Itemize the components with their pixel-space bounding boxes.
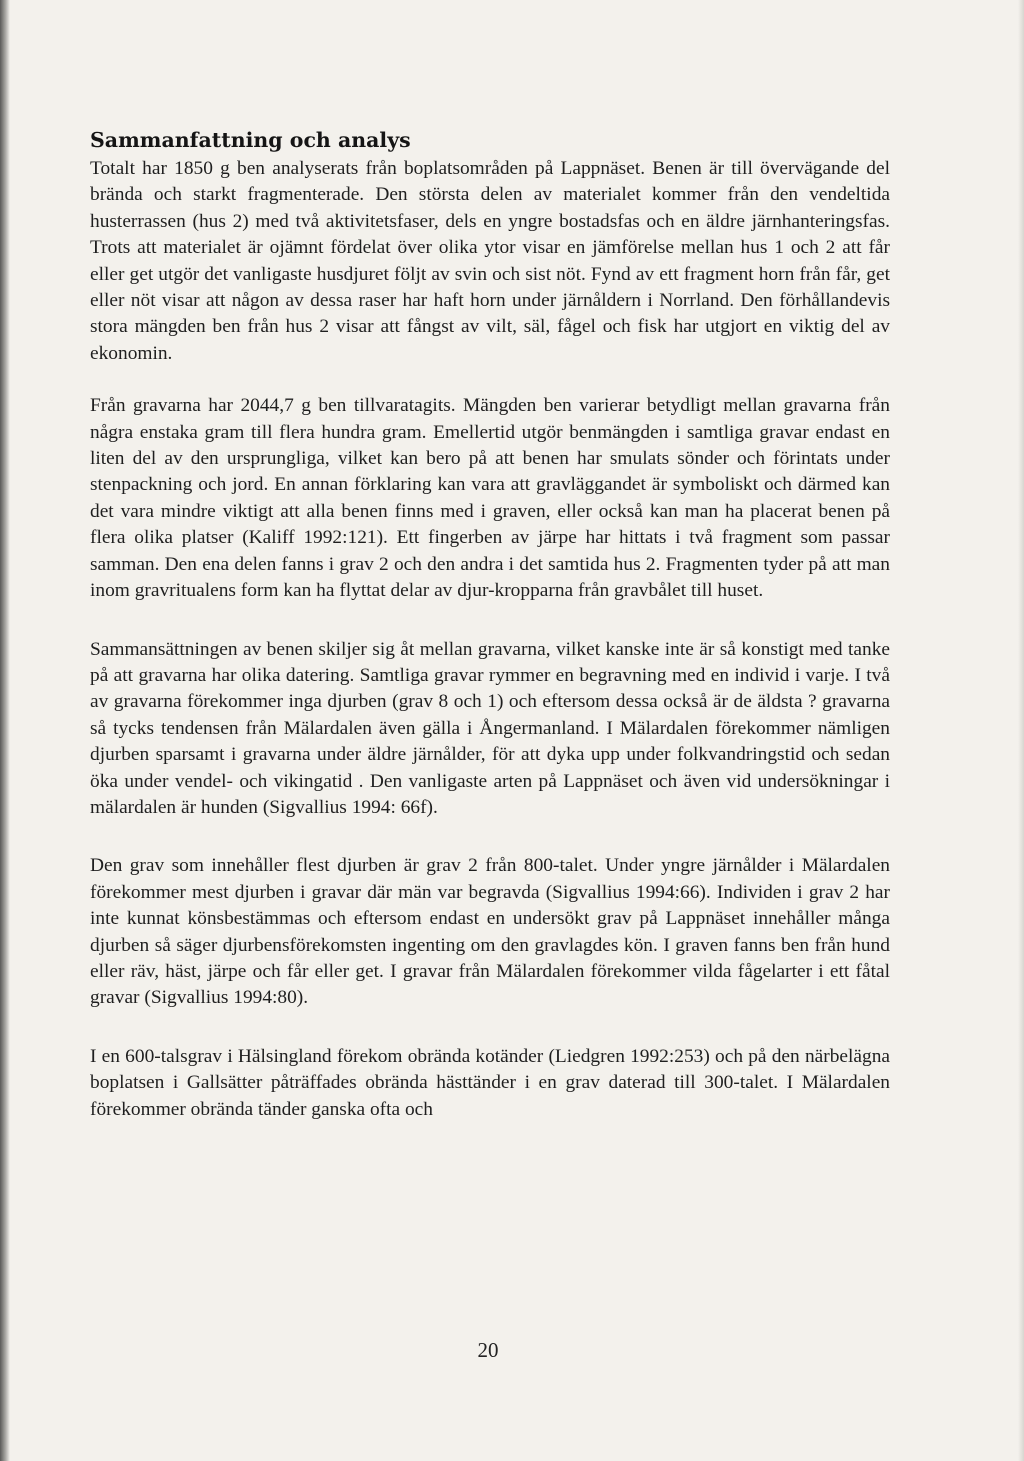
paragraph-1: Totalt har 1850 g ben analyserats från boplatsområden på Lappnäset. Benen är till övervägande del brända och starkt fragmenterade. Den största delen av materialet kommer från den vendeltida husterrassen (hus 2) med två aktivitetsfaser, dels en yngre bostadsfas och en äldre järnhanteringsfas. Trots att materialet är ojämnt fördelat över olika ytor visar en jämförelse mellan hus 1 och 2 att får eller get utgör det vanligaste husdjuret följt av svin och sist nöt. Fynd av ett fragment horn från får, get eller nöt visar att någon av dessa raser har haft horn under järnåldern i Norrland. Den förhållandevis stora mängden ben från hus 2 visar att fångst av vilt, säl, fågel och fisk har utgjort en viktig del av ekonomin. [90, 158, 890, 364]
text-body [90, 126, 890, 1123]
page-number: 20 [477, 1338, 499, 1362]
section-heading: Sammanfattning och analys [90, 128, 411, 152]
paragraph-3: Sammansättningen av benen skiljer sig åt mellan gravarna, vilket kanske inte är så konstigt med tanke på att gravarna har olika datering. Samtliga gravar rymmer en begravning med en individ i varje. I två av gravarna förekommer inga djurben (grav 8 och 1) och eftersom dessa också är de äldsta ? gravarna så tycks tendensen från Mälardalen även gälla i Ångermanland. I Mälardalen förekommer nämligen djurben sparsamt i gravarna under äldre järnålder, för att dyka upp under folkvandringstid och sedan öka under vendel- och vikingatid . Den vanligaste arten på Lappnäset och även vid undersökningar i mälardalen är hunden (Sigvallius 1994: 66f). [90, 638, 890, 818]
paragraph-4: Den grav som innehåller flest djurben är grav 2 från 800-talet. Under yngre järnålder i Mälardalen förekommer mest djurben i gravar där män var begravda (Sigvallius 1994:66). Individen i grav 2 har inte kunnat könsbestämmas och eftersom endast en undersökt grav på Lappnäset innehåller många djurben så säger djurbensförekomsten ingenting om den gravlagdes kön. I graven fanns ben från hund eller räv, häst, järpe och får eller get. I gravar från Mälardalen förekommer vilda fågelarter i ett fåtal gravar (Sigvallius 1994:80). [90, 855, 890, 1009]
paragraph-5: I en 600-talsgrav i Hälsingland förekom obrända kotänder (Liedgren 1992:253) och på den närbelägna boplatsen i Gallsätter påträffades obrända hästtänder i en grav daterad till 300-talet. I Mälardalen förekommer obrända tänder ganska ofta och [90, 1045, 890, 1120]
binding-shadow [0, 0, 10, 1461]
paragraph-2: Från gravarna har 2044,7 g ben tillvaratagits. Mängden ben varierar betydligt mellan gravarna från några enstaka gram till flera hundra gram. Emellertid utgör benmängden i samtliga gravar endast en liten del av den ursprungliga, vilket kan bero på att benen har smulats sönder och förintats under stenpackning och jord. En annan förklaring kan vara att gravläggandet är symboliskt och därmed kan det vara mindre viktigt att alla benen finns med i graven, eller också kan man ha placerat benen på flera olika platser (Kaliff 1992:121). Ett fingerben av järpe har hittats i två fragment som passar samman. Den ena delen fanns i grav 2 och den andra i det samtida hus 2. Fragmenten tyder på att man inom gravritualens form kan ha flyttat delar av djur-kropparna från gravbålet till huset. [90, 395, 890, 602]
page-edge [1018, 0, 1024, 1461]
